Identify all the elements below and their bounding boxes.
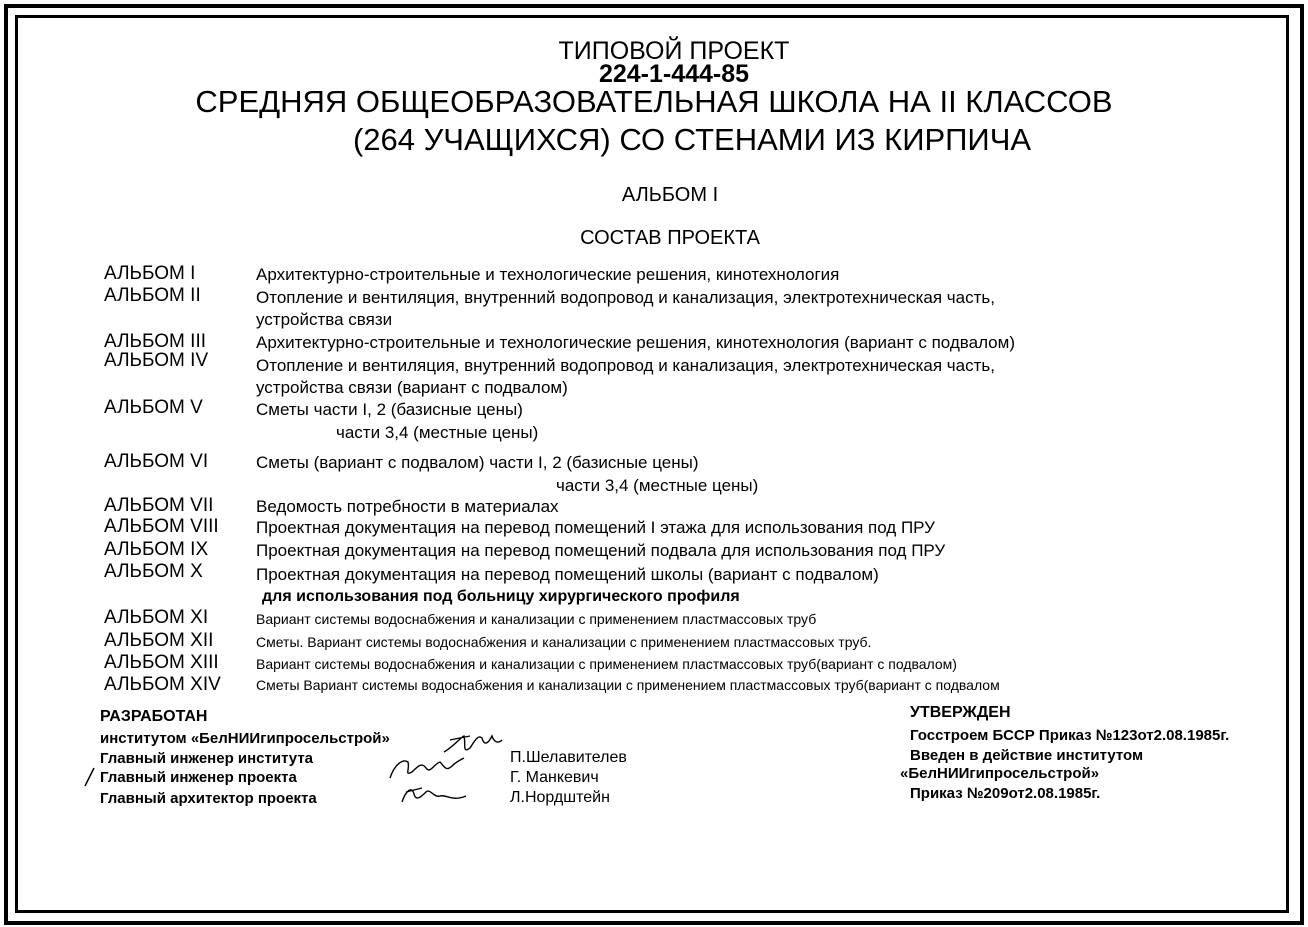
role: Главный инженер проекта (100, 769, 297, 786)
album-desc: Архитектурно-строительные и технологические решения, кинотехнология (вариант с подвалом) (256, 333, 1015, 352)
album-desc: Сметы (вариант с подвалом) части I, 2 (базисные цены) (256, 453, 699, 472)
album-desc: Проектная документация на перевод помещений I этажа для использования под ПРУ (256, 518, 935, 537)
album-desc: Вариант системы водоснабжения и канализации с применением пластмассовых труб(вариант с подвалом) (256, 656, 957, 672)
signer-name: Л.Нордштейн (510, 789, 610, 806)
role: Главный архитектор проекта (100, 790, 317, 807)
role: Главный инженер института (100, 750, 314, 767)
album-desc: Ведомость потребности в материалах (256, 497, 559, 516)
album-label: АЛЬБОМ XII (104, 630, 214, 651)
album-desc: Сметы. Вариант системы водоснабжения и канализации с применением пластмассовых труб. (256, 634, 872, 650)
margin-mark (82, 765, 98, 789)
album-desc: Вариант системы водоснабжения и канализации с применением пластмассовых труб (256, 611, 817, 627)
approved-line: Введен в действие институтом (910, 747, 1144, 764)
album-desc: для использования под больницу хирургического профиля (262, 588, 740, 605)
album-desc: Архитектурно-строительные и технологические решения, кинотехнология (256, 265, 840, 284)
album-desc: Отопление и вентиляция, внутренний водопровод и канализация, электротехническая часть, (256, 356, 995, 375)
album-label: АЛЬБОМ VIII (104, 516, 219, 537)
album-label: АЛЬБОМ V (104, 397, 203, 418)
album-desc: части 3,4 (местные цены) (556, 476, 759, 495)
title-line2: (264 УЧАЩИХСЯ) СО СТЕНАМИ ИЗ КИРПИЧА (352, 122, 1032, 157)
developed-label: РАЗРАБОТАН (100, 708, 208, 725)
project-number: 224-1-444-85 (598, 60, 750, 88)
album-label: АЛЬБОМ IX (104, 539, 209, 560)
album-label: АЛЬБОМ IV (104, 350, 209, 371)
developed-institute: институтом «БелНИИгипросельстрой» (100, 730, 390, 747)
album-label: АЛЬБОМ II (104, 285, 201, 306)
album-desc: устройства связи (256, 310, 393, 329)
album-label: АЛЬБОМ I (104, 263, 196, 284)
approved-label: УТВЕРЖДЕН (910, 704, 1011, 721)
album-label: АЛЬБОМ VI (104, 451, 209, 472)
title-line1: СРЕДНЯЯ ОБЩЕОБРАЗОВАТЕЛЬНАЯ ШКОЛА НА II КЛАССОВ (195, 84, 1113, 119)
album-desc: Сметы Вариант системы водоснабжения и канализации с применением пластмассовых труб(вариант с подвалом (256, 677, 1000, 693)
album-desc: части 3,4 (местные цены) (336, 423, 539, 442)
album-label: АЛЬБОМ XIII (104, 652, 219, 673)
album-desc: Сметы части I, 2 (базисные цены) (256, 400, 523, 419)
album-desc: Отопление и вентиляция, внутренний водопровод и канализация, электротехническая часть, (256, 288, 995, 307)
composition-heading: СОСТАВ ПРОЕКТА (580, 227, 760, 249)
album-desc: устройства связи (вариант с подвалом) (256, 378, 568, 397)
album-label: АЛЬБОМ III (104, 331, 207, 352)
album-label: АЛЬБОМ XI (104, 607, 209, 628)
approved-line: Приказ №209от2.08.1985г. (910, 785, 1101, 802)
album-label: АЛЬБОМ VII (104, 495, 214, 516)
signer-name: Г. Манкевич (510, 769, 599, 786)
signature (396, 780, 470, 810)
album-label: АЛЬБОМ XIV (104, 674, 221, 695)
project-type: ТИПОВОЙ ПРОЕКТ (558, 37, 790, 65)
signer-name: П.Шелавителев (510, 749, 627, 766)
approved-line: «БелНИИгипросельстрой» (900, 765, 1100, 782)
approved-line: Госстроем БССР Приказ №123от2.08.1985г. (910, 727, 1230, 744)
album-desc: Проектная документация на перевод помещений подвала для использования под ПРУ (256, 541, 946, 560)
album-label: АЛЬБОМ X (104, 561, 203, 582)
album-desc: Проектная документация на перевод помещений школы (вариант с подвалом) (256, 565, 879, 584)
album-heading: АЛЬБОМ I (621, 184, 719, 206)
